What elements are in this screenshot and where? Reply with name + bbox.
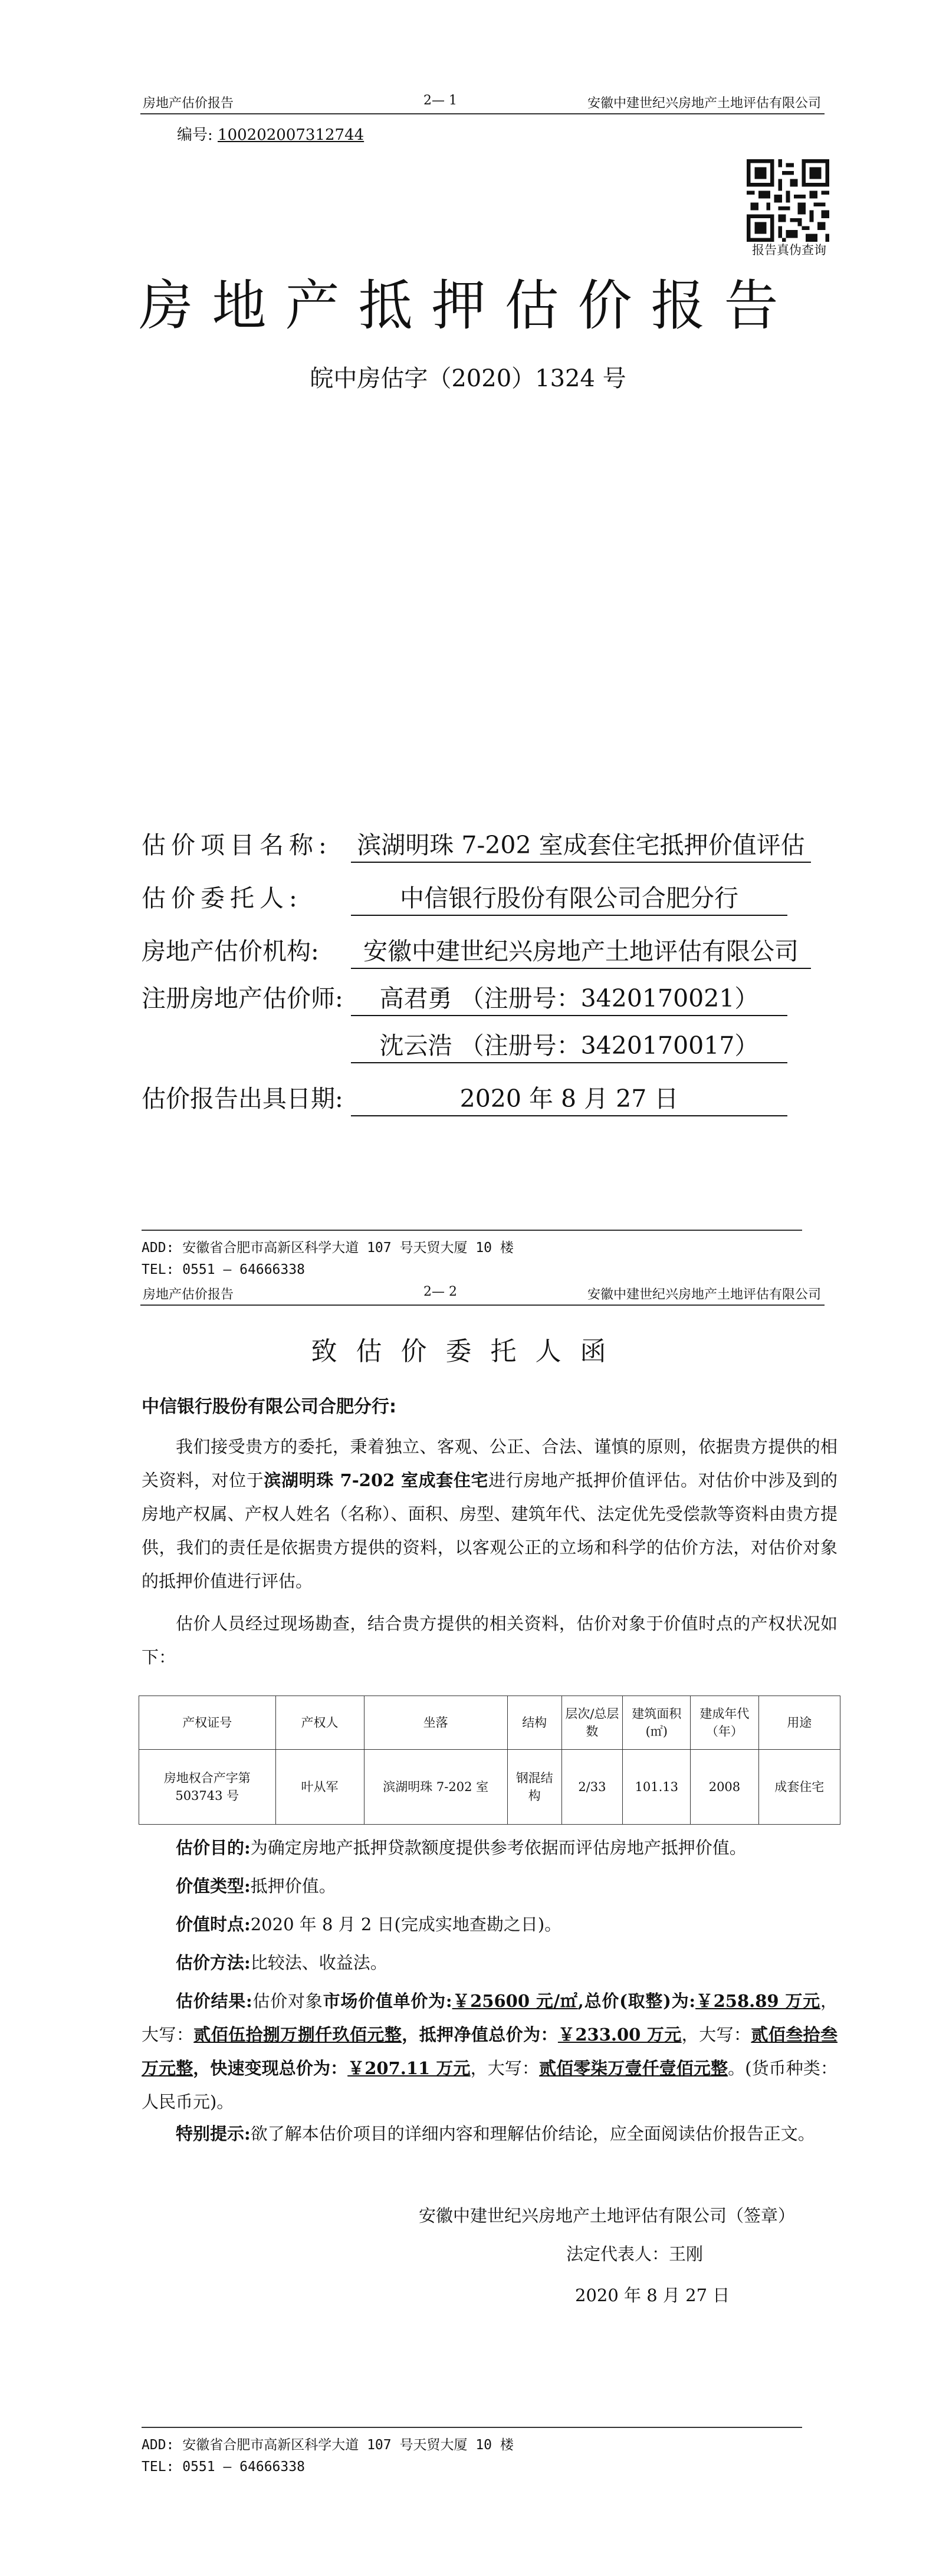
table-header-cell: 层次/总层数 bbox=[561, 1696, 623, 1750]
letter-page bbox=[0, 1280, 936, 2576]
page-footer bbox=[142, 2427, 802, 2475]
text-run: 我们接受贵方的委托，秉着独立、客观、公正、合法、谨慎的原则，依据贵方提供的相关资料，对位于 bbox=[142, 1437, 838, 1490]
header-page-number: 2— 1 bbox=[423, 93, 457, 108]
table-cell: 2008 bbox=[691, 1750, 758, 1825]
item-label: 价值时点: bbox=[176, 1914, 251, 1934]
total-price: ￥258.89 万元 bbox=[695, 1991, 820, 2011]
value-date-line bbox=[142, 1908, 838, 1941]
text-run: 估价对象 bbox=[252, 1991, 323, 2011]
signature-org: 安徽中建世纪兴房地产土地评估有限公司（签章） bbox=[419, 2206, 796, 2226]
report-doc-number: 皖中房估字（2020）1324 号 bbox=[310, 365, 626, 392]
property-table bbox=[139, 1696, 840, 1825]
field-label: 估价项目名称: bbox=[142, 831, 332, 859]
qr-code-icon[interactable] bbox=[747, 159, 829, 242]
field-agency bbox=[142, 932, 811, 969]
signature-representative: 法定代表人：王刚 bbox=[566, 2244, 704, 2264]
page-header bbox=[140, 1280, 825, 1306]
unit-price: ￥25600 元/㎡ bbox=[452, 1991, 578, 2011]
header-page-number: 2— 2 bbox=[423, 1284, 457, 1299]
item-value: 比较法、收益法。 bbox=[250, 1953, 387, 1973]
quick-sale-value: ￥207.11 万元 bbox=[347, 2058, 471, 2078]
table-cell: 钢混结构 bbox=[507, 1750, 561, 1825]
table-row bbox=[139, 1750, 840, 1825]
footer-address: ADD: 安徽省合肥市高新区科学大道 107 号天贸大厦 10 楼 bbox=[142, 1240, 514, 1256]
text-run: 进行房地产抵押价值评估。对估价中涉及到的房地产权属、产权人姓名（名称）、面积、房型、建筑年代、法定优先受偿款等资料由贵方提供，我们的责任是依据贵方提供的资料，以客观公正的立场和科学的估价方法，对估价对象的抵押价值进行评估。 bbox=[142, 1470, 838, 1591]
text-run: ，大写： bbox=[681, 2025, 751, 2045]
report-code-value: 100202007312744 bbox=[218, 126, 364, 144]
table-header-cell: 产权证号 bbox=[139, 1696, 276, 1750]
text-run: 市场价值单价为: bbox=[323, 1991, 452, 2011]
text-run: ,总价(取整)为: bbox=[577, 1991, 696, 2011]
table-header-cell: 产权人 bbox=[275, 1696, 364, 1750]
field-value: 2020 年 8 月 27 日 bbox=[351, 1079, 787, 1116]
table-cell: 101.13 bbox=[623, 1750, 691, 1825]
qr-caption: 报告真伪查询 bbox=[752, 243, 826, 257]
field-value: 高君勇 （注册号：3420170021） bbox=[351, 979, 787, 1016]
net-value: ￥233.00 万元 bbox=[557, 2025, 682, 2045]
item-value: 为确定房地产抵押贷款额度提供参考依据而评估房地产抵押价值。 bbox=[250, 1838, 747, 1858]
page-header bbox=[140, 88, 825, 114]
method-line bbox=[142, 1946, 838, 1980]
report-title: 房地产抵押估价报告 bbox=[139, 274, 797, 337]
footer-phone: TEL: 0551 — 64666338 bbox=[142, 1262, 305, 1277]
field-value: 中信银行股份有限公司合肥分行 bbox=[351, 879, 787, 916]
table-header-cell: 建成年代（年） bbox=[691, 1696, 758, 1750]
field-appraiser-2 bbox=[142, 1026, 787, 1063]
field-value: 滨湖明珠 7-202 室成套住宅抵押价值评估 bbox=[351, 826, 811, 863]
result-paragraph bbox=[142, 1984, 838, 2119]
purpose-line bbox=[142, 1831, 838, 1865]
footer-phone: TEL: 0551 — 64666338 bbox=[142, 2459, 305, 2475]
table-cell: 成套住宅 bbox=[758, 1750, 840, 1825]
table-cell: 2/33 bbox=[561, 1750, 623, 1825]
report-code bbox=[177, 123, 364, 144]
item-label: 估价结果: bbox=[176, 1991, 252, 2011]
value-type-line bbox=[142, 1869, 838, 1903]
item-value: 2020 年 8 月 2 日(完成实地查勘之日)。 bbox=[250, 1914, 562, 1934]
field-label: 房地产估价机构: bbox=[142, 937, 319, 965]
field-project-name bbox=[142, 826, 811, 863]
table-header-row bbox=[139, 1696, 840, 1750]
letter-paragraph-2: 估价人员经过现场勘查，结合贵方提供的相关资料，估价对象于价值时点的产权状况如下： bbox=[142, 1614, 838, 1667]
item-value: 欲了解本估价项目的详细内容和理解估价结论，应全面阅读估价报告正文。 bbox=[250, 2124, 815, 2144]
field-appraiser-1 bbox=[142, 979, 787, 1016]
table-header-cell: 用途 bbox=[758, 1696, 840, 1750]
special-note bbox=[142, 2117, 838, 2151]
item-label: 特别提示: bbox=[176, 2124, 251, 2144]
item-label: 估价目的: bbox=[176, 1838, 251, 1858]
field-issue-date bbox=[142, 1079, 787, 1116]
text-run: ，大写： bbox=[142, 1991, 838, 2045]
item-value: 抵押价值。 bbox=[250, 1876, 336, 1896]
table-header-cell: 坐落 bbox=[364, 1696, 507, 1750]
item-label: 价值类型: bbox=[176, 1876, 251, 1896]
total-price-cn: 贰佰伍拾捌万捌仟玖佰元整 bbox=[193, 2025, 402, 2045]
text-run: ，抵押净值总价为： bbox=[402, 2025, 558, 2045]
page-footer bbox=[142, 1230, 802, 1277]
field-client bbox=[142, 879, 787, 916]
field-label: 估价委托人: bbox=[142, 884, 303, 912]
text-run: 。(货币种类：人民币元)。 bbox=[142, 2058, 838, 2112]
table-header-cell: 结构 bbox=[507, 1696, 561, 1750]
signature-date: 2020 年 8 月 27 日 bbox=[575, 2285, 730, 2305]
table-header-cell: 建筑面积(㎡) bbox=[623, 1696, 691, 1750]
text-run: ，快速变现总价为： bbox=[193, 2058, 348, 2078]
item-label: 估价方法: bbox=[176, 1953, 251, 1973]
table-cell: 房地权合产字第503743 号 bbox=[139, 1750, 276, 1825]
letter-title: 致估价委托人函 bbox=[311, 1336, 625, 1366]
header-left: 房地产估价报告 bbox=[143, 96, 234, 111]
header-right: 安徽中建世纪兴房地产土地评估有限公司 bbox=[587, 96, 821, 111]
field-label: 估价报告出具日期: bbox=[142, 1085, 343, 1113]
field-value: 安徽中建世纪兴房地产土地评估有限公司 bbox=[351, 932, 811, 969]
header-right: 安徽中建世纪兴房地产土地评估有限公司 bbox=[587, 1287, 821, 1302]
letter-addressee: 中信银行股份有限公司合肥分行: bbox=[142, 1397, 396, 1417]
header-left: 房地产估价报告 bbox=[143, 1287, 234, 1302]
quick-sale-value-cn: 贰佰零柒万壹仟壹佰元整 bbox=[539, 2058, 728, 2078]
footer-address: ADD: 安徽省合肥市高新区科学大道 107 号天贸大厦 10 楼 bbox=[142, 2437, 514, 2453]
net-value-cn: 贰佰叁拾叁万元整 bbox=[142, 2025, 838, 2078]
cover-page bbox=[0, 0, 936, 1280]
table-cell: 滨湖明珠 7-202 室 bbox=[364, 1750, 507, 1825]
text-run: ，大写： bbox=[470, 2058, 540, 2078]
report-code-label: 编号: bbox=[177, 126, 213, 144]
field-label: 注册房地产估价师: bbox=[142, 984, 343, 1013]
property-name: 滨湖明珠 7-202 室成套住宅 bbox=[264, 1470, 489, 1490]
field-value: 沈云浩 （注册号：3420170017） bbox=[351, 1026, 787, 1063]
letter-paragraph-1 bbox=[142, 1430, 838, 1598]
table-cell: 叶从军 bbox=[275, 1750, 364, 1825]
